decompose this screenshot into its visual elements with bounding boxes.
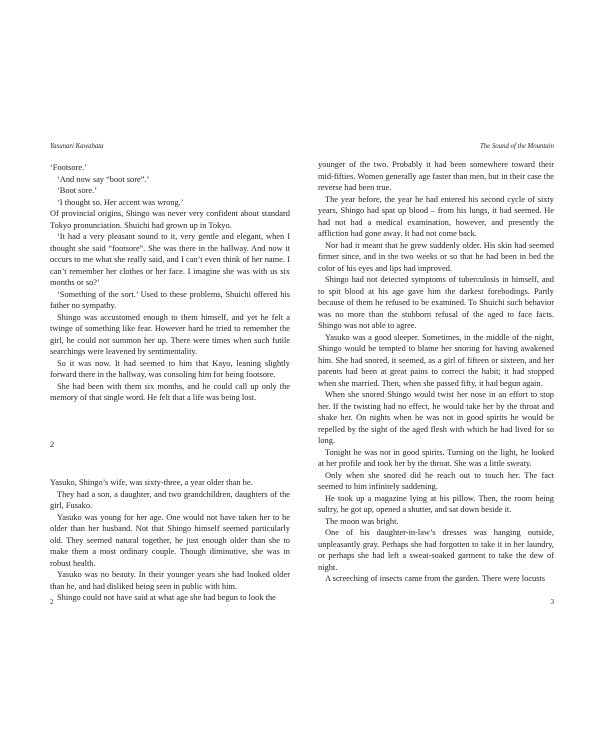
- paragraph: He took up a magazine lying at his pillow. Then, the room being sultry, he got up, opened a shutter, and sat down beside it.: [318, 493, 554, 514]
- paragraph: ‘I thought so. Her accent was wrong.’: [57, 197, 184, 207]
- paragraph: So it was now. It had seemed to him that Kayo, leaning slightly forward there in the hallway, was consoling him for being footsore.: [50, 358, 290, 379]
- right-page-number: 3: [550, 599, 554, 606]
- paragraph: ‘Footsore.’: [50, 163, 87, 172]
- paragraph: ‘Something of the sort.’ Used to these problems, Shuichi offered his father no sympathy.: [50, 289, 290, 310]
- paragraph: The moon was bright.: [325, 516, 399, 526]
- right-page: [318, 0, 554, 750]
- paragraph: One of his daughter-in-law’s dresses was hanging outside, unpleasantly gray. Perhaps she had forgotten to take it in her laundry, or perhaps she had left a sweat-soaked garment to take the dew of night.: [318, 528, 554, 572]
- paragraph: Of provincial origins, Shingo was never very confident about standard Tokyo pronunciation. Shuichi had grown up in Tokyo.: [50, 209, 290, 230]
- paragraph: When she snored Shingo would twist her nose in an effort to stop her. If the twisting had no effect, he would take her by the throat and shake her. On nights when he was not in good spirits he would be repelled by the sight of the aged flesh with which he had lived for so long.: [318, 390, 554, 445]
- section-number: 2: [50, 440, 55, 449]
- paragraph: She had been with them six months, and he could call up only the memory of that single word. He felt that a life was being lost.: [50, 381, 290, 402]
- right-running-head: The Sound of the Mountain: [479, 143, 554, 150]
- paragraph: Shingo could not have said at what age she had begun to look the: [57, 593, 276, 602]
- left-page-number: 2: [50, 599, 54, 606]
- paragraph: Nor had it meant that he grew suddenly older. His skin had seemed firmer since, and in the two weeks or so that he had been in bed the color of his eyes and lips had improved.: [318, 240, 554, 273]
- left-body-text-bottom: [50, 477, 290, 604]
- paragraph: ‘Boot sore.’: [57, 186, 98, 195]
- paragraph: A screeching of insects came from the garden. There were locusts: [325, 574, 546, 583]
- paragraph: Yasuko was no beauty. In their younger years she had looked older than he, and had disliked being seen in public with him.: [50, 570, 290, 591]
- left-page: [50, 0, 290, 750]
- paragraph: younger of the two. Probably it had been somewhere toward their mid-fifties. Women generally age faster than men, but in their case the reverse had been true.: [318, 160, 554, 192]
- paragraph: They had a son, a daughter, and two grandchildren, daughters of the girl, Fusako.: [50, 489, 290, 510]
- paragraph: Shingo had not detected symptoms of tuberculosis in himself, and to spit blood at his age gave him the darkest forebodings. Partly because of them he refused to be examined. To Shuichi such behavior was no more than the stubborn refusal of the aged to face facts. Shingo was not able to agree.: [318, 275, 554, 330]
- paragraph: Yasuko, Shingo’s wife, was sixty-three, a year older than he.: [50, 478, 253, 487]
- paragraph: Shingo was accustomed enough to them himself, and yet he felt a twinge of something like fear. However hard he tried to remember the girl, he could not summon her up. There were times when such futile searchings were leavened by sentimentality.: [50, 312, 290, 356]
- paragraph: The year before, the year he had entered his second cycle of sixty years, Shingo had spat up blood – from his lungs, it had seemed. He had not had a medical examination, however, and presently the affliction had gone away. It had not come back.: [318, 194, 554, 238]
- paragraph: Tonight he was not in good spirits. Turning on the light, he looked at her profile and took her by the throat. She was a little sweaty.: [318, 447, 554, 468]
- left-running-head: Yasunari Kawabata: [50, 143, 104, 150]
- paragraph: Yasuko was a good sleeper. Sometimes, in the middle of the night, Shingo would be tempted to blame her snoring for having awakened him. She had snored, it seemed, as a girl of fifteen or sixteen, and her parents had been at great pains to correct the habit; it had stopped when she married. Then, when she passed fifty, it had begun again.: [318, 332, 554, 388]
- paragraph: Only when she snored did he reach out to touch her. The fact seemed to him infinitely saddening.: [318, 470, 554, 491]
- paragraph: Yasuko was young for her age. One would not have taken her to be older than her husband. Not that Shingo himself seemed particularly old. They seemed natural together, he just enough older than she to make them a most ordinary couple. Though diminutive, she was in robust health.: [50, 512, 290, 568]
- paragraph: ‘It had a very pleasant sound to it, very gentle and elegant, when I thought she said “footsore”. She was there in the hallway. And now it occurs to me what she really said, and I can’t even think of her name. I can’t remember her clothes or her face. I imagine she was with us six months or so?’: [50, 232, 290, 287]
- right-body-text: [318, 159, 554, 585]
- paragraph: ‘And now say “boot sore”.’: [57, 174, 150, 184]
- left-body-text-top: [50, 162, 290, 404]
